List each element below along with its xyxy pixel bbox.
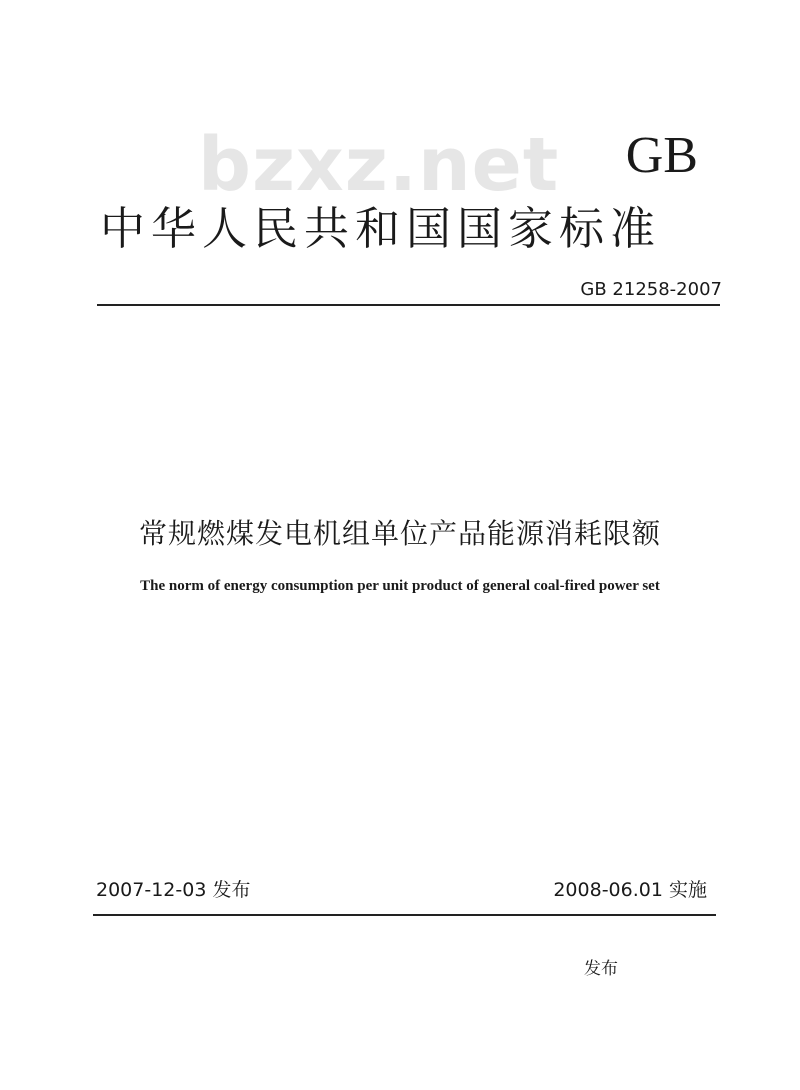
watermark: bzxz.net (198, 122, 560, 208)
gb-logo-mark: GB (625, 127, 698, 184)
header-divider (97, 304, 720, 306)
implementation-date: 2008-06.01 实施 (553, 879, 707, 901)
footer-divider (93, 914, 716, 916)
document-title-chinese: 常规燃煤发电机组单位产品能源消耗限额 (138, 517, 661, 550)
standard-number: GB 21258-2007 (580, 279, 722, 300)
publisher-label: 发布 (584, 959, 618, 979)
national-standard-heading: 中华人民共和国国家标准 (100, 202, 662, 255)
document-title-english: The norm of energy consumption per unit product of general coal-fired power set (140, 578, 660, 594)
issue-date: 2007-12-03 发布 (96, 879, 251, 901)
